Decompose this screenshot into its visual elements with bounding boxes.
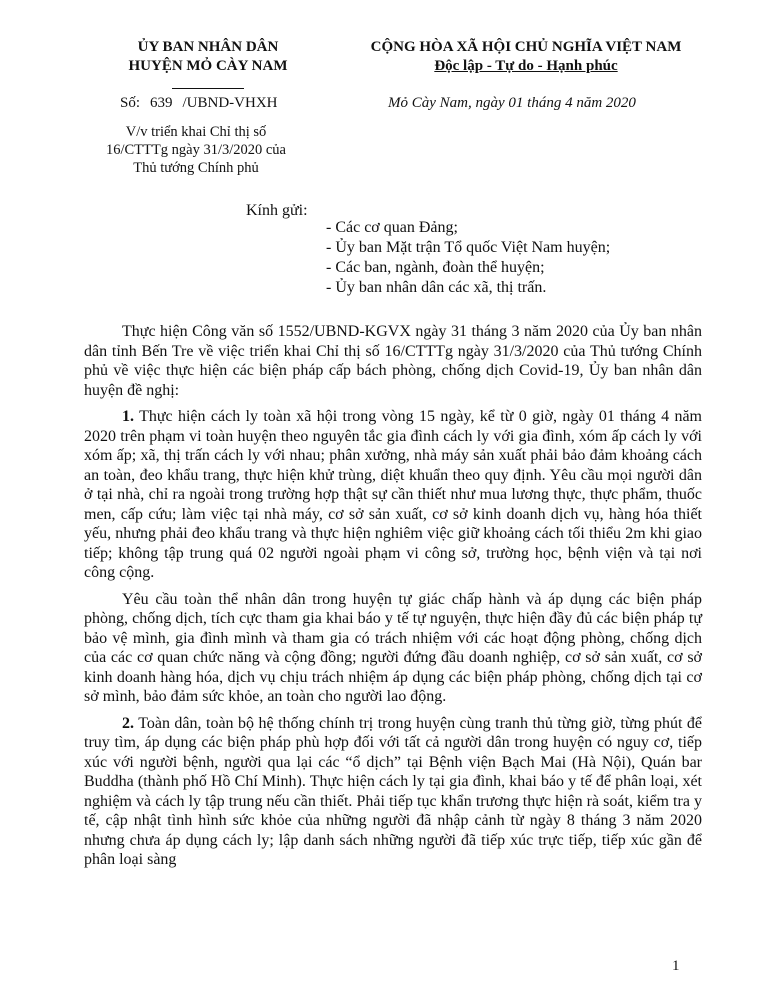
recipients-label: Kính gửi: (246, 202, 308, 219)
paragraph-2: Yêu cầu toàn thể nhân dân trong huyện tự giác chấp hành và áp dụng các biện pháp phòng, chống dịch, tích cực tham gia khai báo y tế tự nguyện, thực hiện đầy đủ các biện pháp tự bảo vệ mình, gia đình mình và tham gia có trách nhiệm với các hoạt động phòng, chống dịch của các cơ quan chức năng và cộng đồng; người đứng đầu doanh nghiệp, cơ sở sản xuất, cơ sở kinh doanh hàng hóa, dịch vụ chịu trách nhiệm áp dụng các biện pháp phòng, chống dịch tại cơ sở mình, bảo đảm sức khỏe, an toàn cho người lao động. (84, 590, 702, 705)
item-1-paragraph (84, 407, 702, 583)
document-body (84, 322, 702, 877)
item-2-text: Toàn dân, toàn bộ hệ thống chính trị trong huyện cùng tranh thủ từng giờ, từng phút để truy tìm, áp dụng các biện pháp phù hợp đối với tất cả người dân trong huyện có nguy cơ, tiếp xúc với người bệnh, người qua lại các “ổ dịch” tại Bệnh viện Bạch Mai (Hà Nội), Quán bar Buddha (thành phố Hồ Chí Minh). Thực hiện cách ly tại gia đình, khai báo y tế để phân loại, xét nghiệm và cách ly tập trung nếu cần thiết. Phải tiếp tục khẩn trương thực hiện rà soát, kiểm tra y tế, cập nhật tình hình sức khỏe của những người đã nhập cảnh từ ngày 8 tháng 3 năm 2020 nhưng chưa áp dụng cách ly; lập danh sách những người đã tiếp xúc trực tiếp, tiếp xúc gần để phân loại sàng (84, 714, 702, 868)
document-number (120, 95, 278, 112)
doc-number-value: 639 (150, 95, 173, 111)
doc-number-suffix: /UBND-VHXH (182, 95, 278, 111)
subject-block (86, 123, 306, 177)
agency-underline (172, 88, 244, 89)
subject-line-3: Thủ tướng Chính phủ (133, 160, 259, 176)
national-motto: Độc lập - Tự do - Hạnh phúc (434, 58, 618, 74)
issue-date: Mỏ Cày Nam, ngày 01 tháng 4 năm 2020 (388, 95, 636, 111)
agency-line-2: HUYỆN MỎ CÀY NAM (128, 58, 288, 74)
item-2-number: 2. (122, 714, 134, 732)
recipient-item: - Ủy ban nhân dân các xã, thị trấn. (326, 279, 547, 296)
agency-line-1: ỦY BAN NHÂN DÂN (137, 39, 279, 55)
national-heading (368, 38, 684, 76)
subject-line-1: V/v triển khai Chỉ thị số (125, 124, 267, 140)
recipients-list (326, 218, 610, 298)
issuing-agency (108, 38, 308, 95)
recipient-item: - Các cơ quan Đảng; (326, 219, 458, 236)
recipient-item: - Ủy ban Mặt trận Tổ quốc Việt Nam huyện; (326, 239, 611, 256)
subject-line-2: 16/CTTTg ngày 31/3/2020 của (105, 142, 286, 158)
item-1-text: Thực hiện cách ly toàn xã hội trong vòng 15 ngày, kể từ 0 giờ, ngày 01 tháng 4 năm 2020 trên phạm vi toàn huyện theo nguyên tắc gia đình cách ly với gia đình, xóm ấp cách ly với xóm ấp; xã, thị trấn cách ly với nhau; phân xưởng, nhà máy sản xuất phải bảo đảm khoảng cách an toàn, đeo khẩu trang, thực hiện khử trùng, diệt khuẩn theo quy định. Yêu cầu mọi người dân ở tại nhà, chỉ ra ngoài trong trường hợp thật sự cần thiết như mua lương thực, thực phẩm, thuốc men, cấp cứu; làm việc tại nhà máy, cơ sở sản xuất, cơ sở kinh doanh dịch vụ, hàng hóa thiết yếu, nhưng phải đeo khẩu trang và thực hiện nghiêm việc giữ khoảng cách tối thiểu 2m khi giao tiếp; không tập trung quá 02 người ngoài phạm vi công sở, trường học, bệnh viện và tại nơi công cộng. (84, 408, 702, 581)
page-number: 1 (672, 958, 680, 974)
doc-number-prefix: Số: (120, 95, 141, 111)
intro-paragraph: Thực hiện Công văn số 1552/UBND-KGVX ngày 31 tháng 3 năm 2020 của Ủy ban nhân dân tỉnh Bến Tre về việc triển khai Chỉ thị số 16/CTTTg ngày 31/3/2020 của Thủ tướng Chính phủ về việc thực hiện các biện pháp cấp bách phòng, chống dịch Covid-19, Ủy ban nhân dân huyện đề nghị: (84, 323, 702, 399)
item-1-number: 1. (122, 408, 134, 425)
nation-title: CỘNG HÒA XÃ HỘI CHỦ NGHĨA VIỆT NAM (370, 39, 682, 55)
recipient-item: - Các ban, ngành, đoàn thể huyện; (326, 259, 545, 276)
item-2-paragraph (84, 714, 702, 870)
